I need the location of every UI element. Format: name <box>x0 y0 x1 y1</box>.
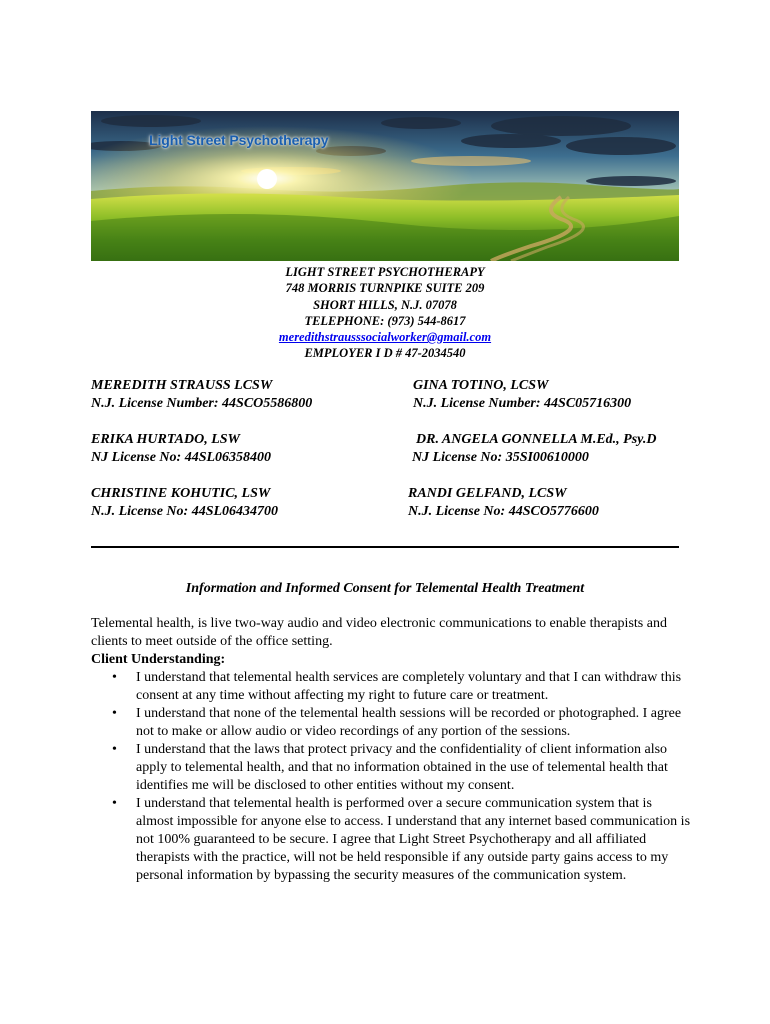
staff-name: RANDI GELFAND, LCSW <box>408 486 567 501</box>
practice-phone: TELEPHONE: (973) 544-8617 <box>304 313 466 328</box>
practice-street: 748 MORRIS TURNPIKE SUITE 209 <box>285 281 485 296</box>
staff-name: DR. ANGELA GONNELLA M.Ed., Psy.D <box>416 432 657 447</box>
bullet-icon: • <box>112 670 117 685</box>
practice-city: SHORT HILLS, N.J. 07078 <box>313 297 457 312</box>
header-banner-image <box>91 111 679 261</box>
staff-name: CHRISTINE KOHUTIC, LSW <box>91 486 271 501</box>
client-understanding-heading: Client Understanding: <box>91 652 226 667</box>
banner-title: Light Street Psychotherapy <box>149 132 329 148</box>
consent-body <box>91 615 691 885</box>
practice-email-link[interactable]: meredithstrausssocialworker@gmail.com <box>278 330 492 345</box>
staff-entry <box>413 377 631 413</box>
staff-name: GINA TOTINO, LCSW <box>413 378 549 393</box>
staff-license: N.J. License Number: 44SC05716300 <box>413 396 632 411</box>
consent-intro: Telemental health, is live two-way audio and video electronic communications to enable therapists and clients to meet outside of the office setting. <box>91 616 667 649</box>
horizontal-divider <box>91 546 679 548</box>
staff-name: MEREDITH STRAUSS LCSW <box>91 378 273 393</box>
staff-entry <box>91 485 278 521</box>
staff-entry <box>91 431 271 467</box>
staff-license: NJ License No: 35SI00610000 <box>412 450 589 465</box>
staff-license: N.J. License No: 44SCO5776600 <box>408 504 599 519</box>
practice-name: LIGHT STREET PSYCHOTHERAPY <box>285 265 485 279</box>
list-item: • I understand that telemental health is performed over a secure communication system that is almost impossible for anyone else to access. I understand that any internet based communication is not 100% guaranteed to be secure. I agree that Light Street Psychotherapy and all affiliated therapists with the practice, will not be held responsible if any outside party gains access to my personal information by bypassing the security measures of the communication system. <box>112 796 691 883</box>
staff-license: N.J. License Number: 44SCO5586800 <box>91 396 313 411</box>
consent-title: Information and Informed Consent for Telemental Health Treatment <box>185 581 585 596</box>
list-item: • I understand that none of the telemental health sessions will be recorded or photographed. I agree not to make or allow audio or video recordings of any portion of the sessions. <box>112 706 682 739</box>
staff-entry <box>91 377 312 413</box>
understanding-list <box>91 669 691 885</box>
practice-address-block <box>0 264 770 362</box>
list-item: • I understand that the laws that protect privacy and the confidentiality of client information also apply to telemental health, and that no information obtained in the use of telemental health that identifies me will be disclosed to other entities without my consent. <box>112 742 668 793</box>
bullet-icon: • <box>112 706 117 721</box>
staff-name: ERIKA HURTADO, LSW <box>91 432 240 447</box>
bullet-icon: • <box>112 742 117 757</box>
staff-entry <box>412 431 656 467</box>
staff-license: NJ License No: 44SL06358400 <box>91 450 272 465</box>
staff-entry <box>408 485 599 521</box>
list-item: • I understand that telemental health services are completely voluntary and that I can withdraw this consent at any time without affecting my right to future care or treatment. <box>112 670 682 703</box>
staff-license: N.J. License No: 44SL06434700 <box>91 504 279 519</box>
bullet-icon: • <box>112 796 117 811</box>
employer-id: EMPLOYER I D # 47-2034540 <box>304 346 466 361</box>
